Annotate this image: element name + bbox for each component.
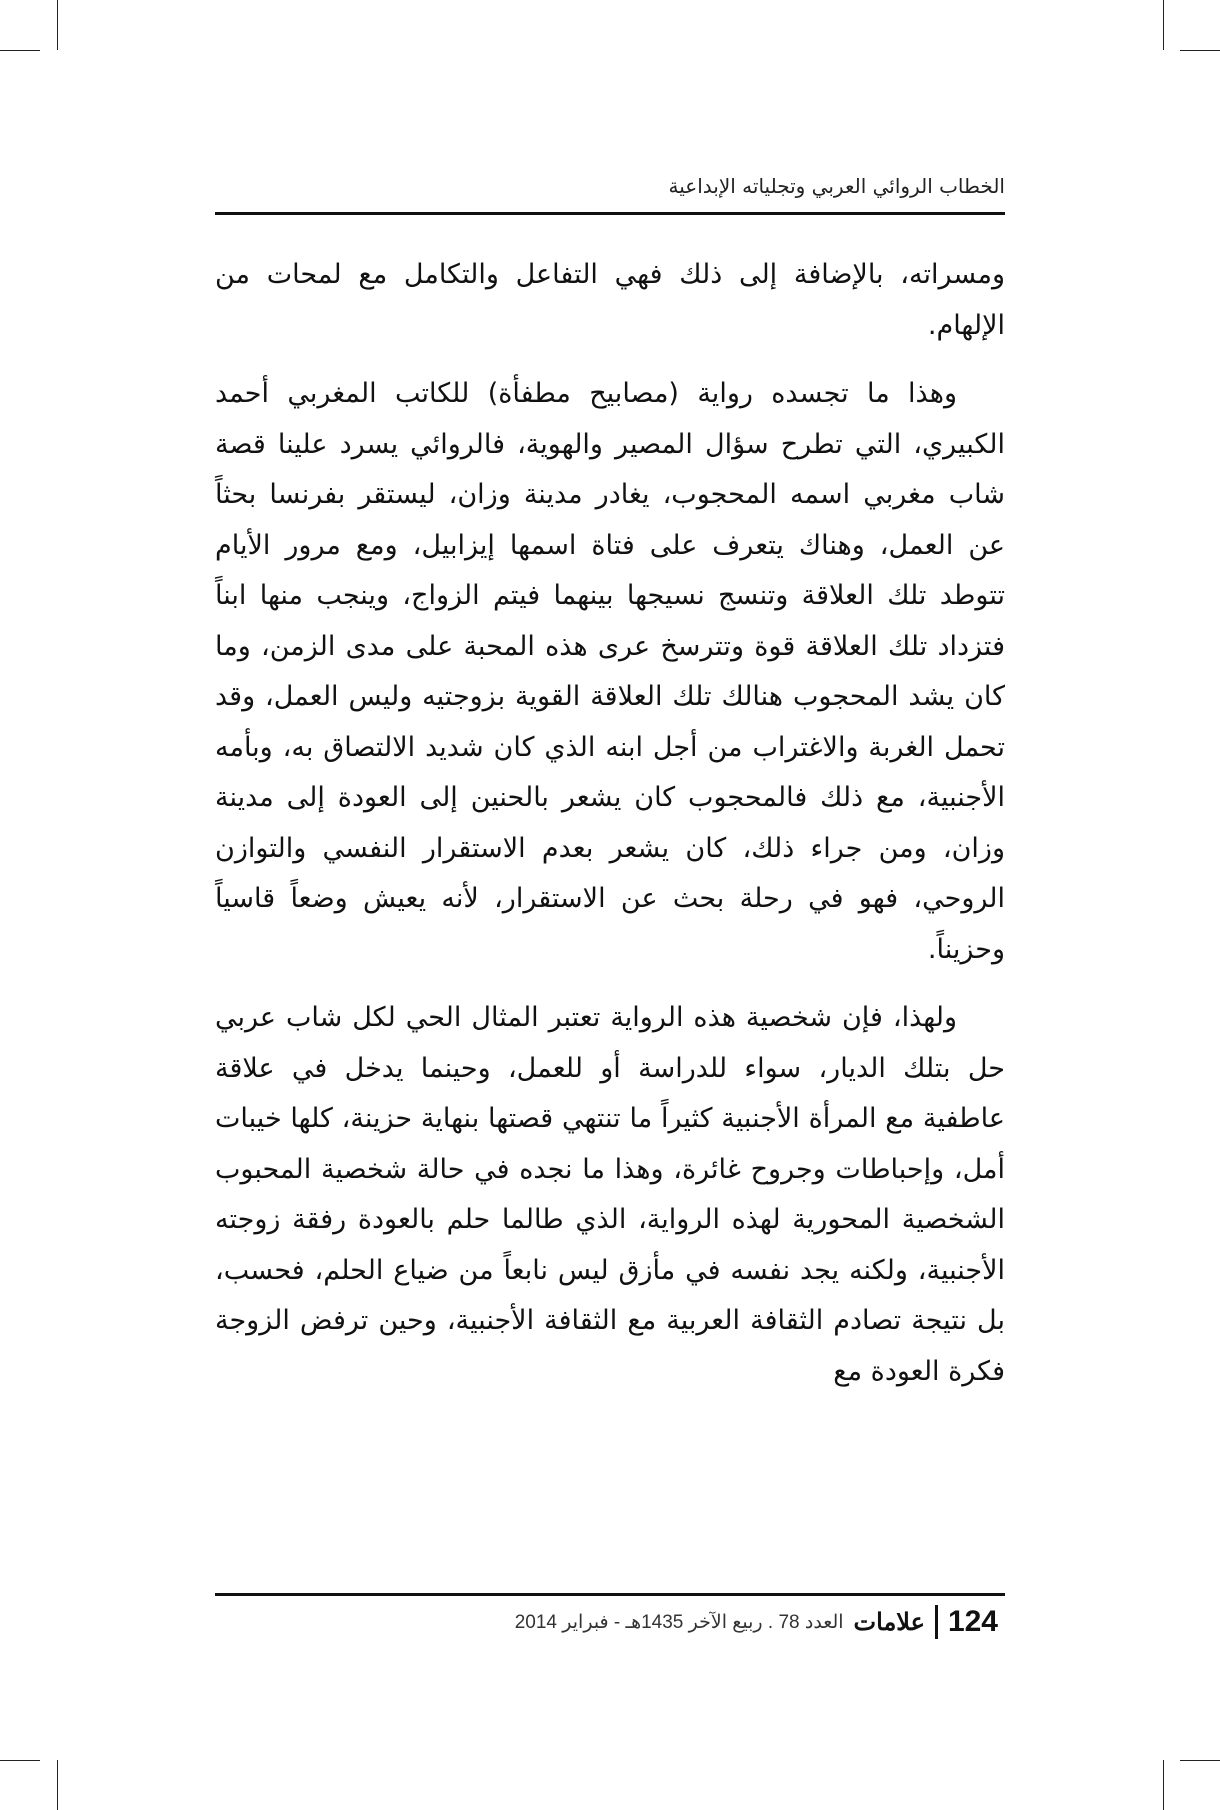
crop-mark	[0, 1760, 40, 1761]
crop-mark	[57, 0, 58, 50]
footer-rule	[215, 1593, 1005, 1596]
crop-mark	[1163, 1760, 1164, 1810]
paragraph: وهذا ما تجسده رواية (مصابيح مطفأة) للكاتب المغربي أحمد الكبيري، التي تطرح سؤال المصير والهوية، فالروائي يسرد علينا قصة شاب مغربي اسمه المحجوب، يغادر مدينة وزان، ليستقر بفرنسا بحثاً عن العمل، وهناك يتعرف على فتاة اسمها إيزابيل، ومع مرور الأيام تتوطد تلك العلاقة وتنسج نسيجها بينهما فيتم الزواج، وينجب منها ابناً فتزداد تلك العلاقة قوة وتترسخ عرى هذه المحبة على مدى الزمن، وما كان يشد المحجوب هنالك تلك العلاقة القوية بزوجتيه وليس العمل، وقد تحمل الغربة والاغتراب من أجل ابنه الذي كان شديد الالتصاق به، وبأمه الأجنبية، مع ذلك فالمحجوب كان يشعر بالحنين إلى العودة إلى مدينة وزان، ومن جراء ذلك، كان يشعر بعدم الاستقرار النفسي والتوازن الروحي، فهو في رحلة بحث عن الاستقرار، لأنه يعيش وضعاً قاسياً وحزيناً.	[215, 378, 1005, 965]
crop-mark	[0, 50, 40, 51]
crop-mark	[1163, 0, 1164, 50]
paragraph: ومسراته، بالإضافة إلى ذلك فهي التفاعل والتكامل مع لمحات من الإلهام.	[215, 259, 1005, 341]
page-number: 124	[947, 1605, 998, 1638]
header-rule	[215, 212, 1005, 215]
page-footer	[515, 1605, 998, 1639]
body-text	[215, 250, 1005, 1397]
journal-name: علامات	[853, 1608, 925, 1636]
issue-info: العدد 78 . ربيع الآخر 1435هـ - فبراير 2014	[514, 1611, 844, 1633]
running-header: الخطاب الروائي العربي وتجلياته الإبداعية	[668, 174, 1005, 198]
crop-mark	[1180, 50, 1220, 51]
paragraph: ولهذا، فإن شخصية هذه الرواية تعتبر المثال الحي لكل شاب عربي حل بتلك الديار، سواء للدراسة أو للعمل، وحينما يدخل في علاقة عاطفية مع المرأة الأجنبية كثيراً ما تنتهي قصتها بنهاية حزينة، كلها خيبات أمل، وإحباطات وجروح غائرة، وهذا ما نجده في حالة شخصية المحبوب الشخصية المحورية لهذه الرواية، الذي طالما حلم بالعودة رفقة زوجته الأجنبية، ولكنه يجد نفسه في مأزق ليس نابعاً من ضياع الحلم، فحسب، بل نتيجة تصادم الثقافة العربية مع الثقافة الأجنبية، وحين ترفض الزوجة فكرة العودة مع	[215, 1002, 1005, 1387]
crop-mark	[1180, 1760, 1220, 1761]
crop-mark	[57, 1760, 58, 1810]
footer-separator	[935, 1605, 938, 1639]
